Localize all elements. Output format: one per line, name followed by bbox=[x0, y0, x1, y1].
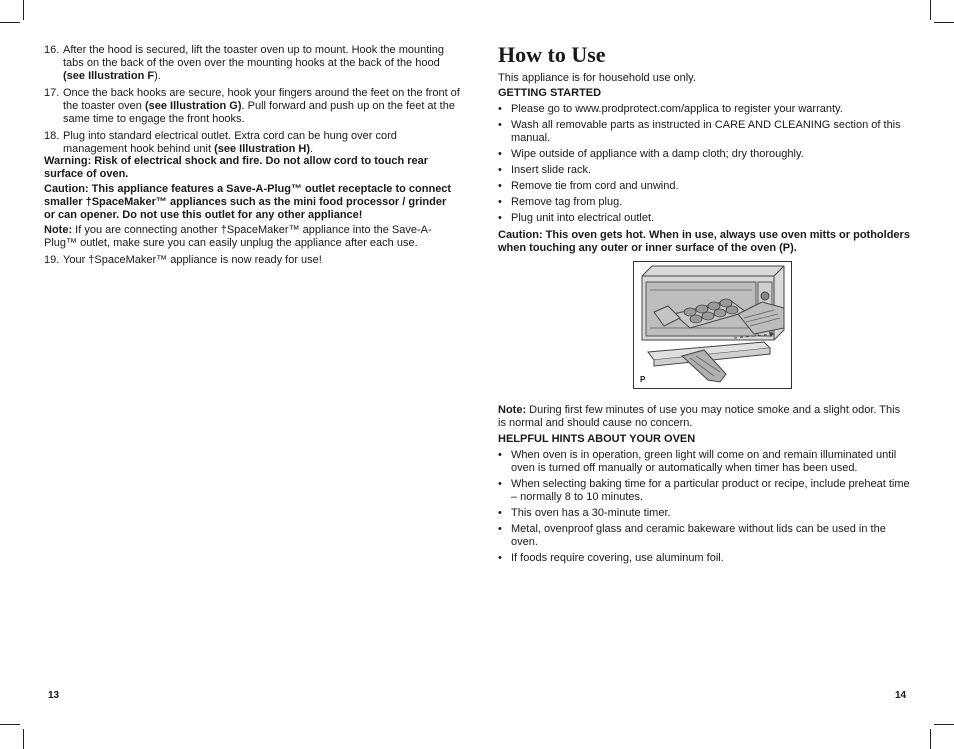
note-paragraph bbox=[498, 404, 910, 430]
step-number: 19. bbox=[44, 254, 60, 266]
note-text: If you are connecting another †SpaceMaker™ appliance into the Save-A-Plug™ outlet, make sure you can easily unplug the appliance after each use. bbox=[44, 224, 432, 249]
note-label: Note: bbox=[44, 224, 73, 236]
step-number: 16. bbox=[44, 44, 60, 56]
step-text: Plug into standard electrical outlet. Extra cord can be hung over cord management hook behind unit bbox=[63, 130, 397, 155]
step-17 bbox=[44, 87, 460, 126]
crop-mark bbox=[934, 22, 954, 23]
step-text-tail: . bbox=[310, 143, 314, 155]
crop-mark bbox=[934, 724, 954, 725]
step-list bbox=[44, 44, 460, 160]
list-item: • When selecting baking time for a particular product or recipe, include preheat time – normally 8 to 10 minutes. bbox=[498, 478, 910, 504]
illustration-ref: (see Illustration G) bbox=[144, 100, 242, 112]
crop-mark bbox=[23, 729, 24, 749]
getting-started-heading: GETTING STARTED bbox=[498, 87, 602, 99]
step-text-tail: . Pull forward and push up on the feet at the same time to engage the front hooks. bbox=[63, 100, 455, 125]
step-text: Once the back hooks are secure, hook your fingers around the feet on the front of the toaster oven bbox=[63, 87, 460, 112]
toaster-oven-drawing bbox=[634, 262, 791, 388]
step-text-tail: ). bbox=[154, 70, 161, 82]
crop-mark bbox=[930, 0, 931, 20]
warning-text: Warning: Risk of electrical shock and fire. Do not allow cord to touch rear surface of oven. bbox=[44, 155, 429, 180]
list-item: • This oven has a 30-minute timer. bbox=[498, 507, 910, 520]
list-item: • Wipe outside of appliance with a damp cloth; dry thoroughly. bbox=[498, 148, 910, 161]
list-item: • Metal, ovenproof glass and ceramic bakeware without lids can be used in the oven. bbox=[498, 523, 910, 549]
page-number: 13 bbox=[48, 690, 60, 701]
list-item: • Please go to www.prodprotect.com/applica to register your warranty. bbox=[498, 103, 910, 116]
list-item: • When oven is in operation, green light will come on and remain illuminated until oven is turned off manually or automatically when timer has been used. bbox=[498, 449, 910, 475]
list-item: • Insert slide rack. bbox=[498, 164, 910, 177]
caution-text: Caution: This oven gets hot. When in use, always use oven mitts or potholders when touching any outer or inner surface of the oven (P). bbox=[498, 229, 910, 254]
list-item: • Remove tie from cord and unwind. bbox=[498, 180, 910, 193]
list-item: • Wash all removable parts as instructed in CARE AND CLEANING section of this manual. bbox=[498, 119, 910, 145]
crop-mark bbox=[930, 729, 931, 749]
note-paragraph bbox=[44, 224, 444, 250]
note-label: Note: bbox=[498, 404, 527, 416]
crop-mark bbox=[0, 724, 20, 725]
list-item: • Remove tag from plug. bbox=[498, 196, 910, 209]
illustration-ref: (see Illustration H) bbox=[214, 143, 311, 155]
step-16 bbox=[44, 44, 460, 83]
step-19 bbox=[44, 254, 460, 267]
intro-text: This appliance is for household use only. bbox=[498, 72, 696, 84]
caution-text: Caution: This appliance features a Save-A-Plug™ outlet receptacle to connect smaller †SpaceMaker™ appliances such as the mini food processor / grinder or can opener. Do not use this outlet for any other appliance! bbox=[44, 183, 452, 221]
step-number: 18. bbox=[44, 130, 60, 142]
crop-mark bbox=[0, 22, 20, 23]
oven-illustration bbox=[633, 261, 792, 389]
illustration-ref: (see Illustration F bbox=[63, 70, 155, 82]
step-text: Your †SpaceMaker™ appliance is now ready for use! bbox=[63, 254, 322, 266]
getting-started-list bbox=[498, 103, 910, 228]
step-18 bbox=[44, 130, 460, 156]
page-number: 14 bbox=[895, 690, 907, 701]
hints-heading: HELPFUL HINTS ABOUT YOUR OVEN bbox=[498, 433, 696, 445]
page-title: How to Use bbox=[498, 42, 606, 67]
illustration-label: P bbox=[640, 375, 646, 384]
crop-mark bbox=[23, 0, 24, 20]
list-item: • If foods require covering, use aluminum foil. bbox=[498, 552, 910, 565]
hints-list bbox=[498, 449, 910, 568]
note-text: During first few minutes of use you may notice smoke and a slight odor. This is normal and should cause no concern. bbox=[498, 404, 901, 429]
list-item: • Plug unit into electrical outlet. bbox=[498, 212, 910, 225]
step-text: After the hood is secured, lift the toaster oven up to mount. Hook the mounting tabs on the back of the oven over the mounting hooks at the back of the hood bbox=[63, 44, 444, 69]
step-number: 17. bbox=[44, 87, 60, 99]
